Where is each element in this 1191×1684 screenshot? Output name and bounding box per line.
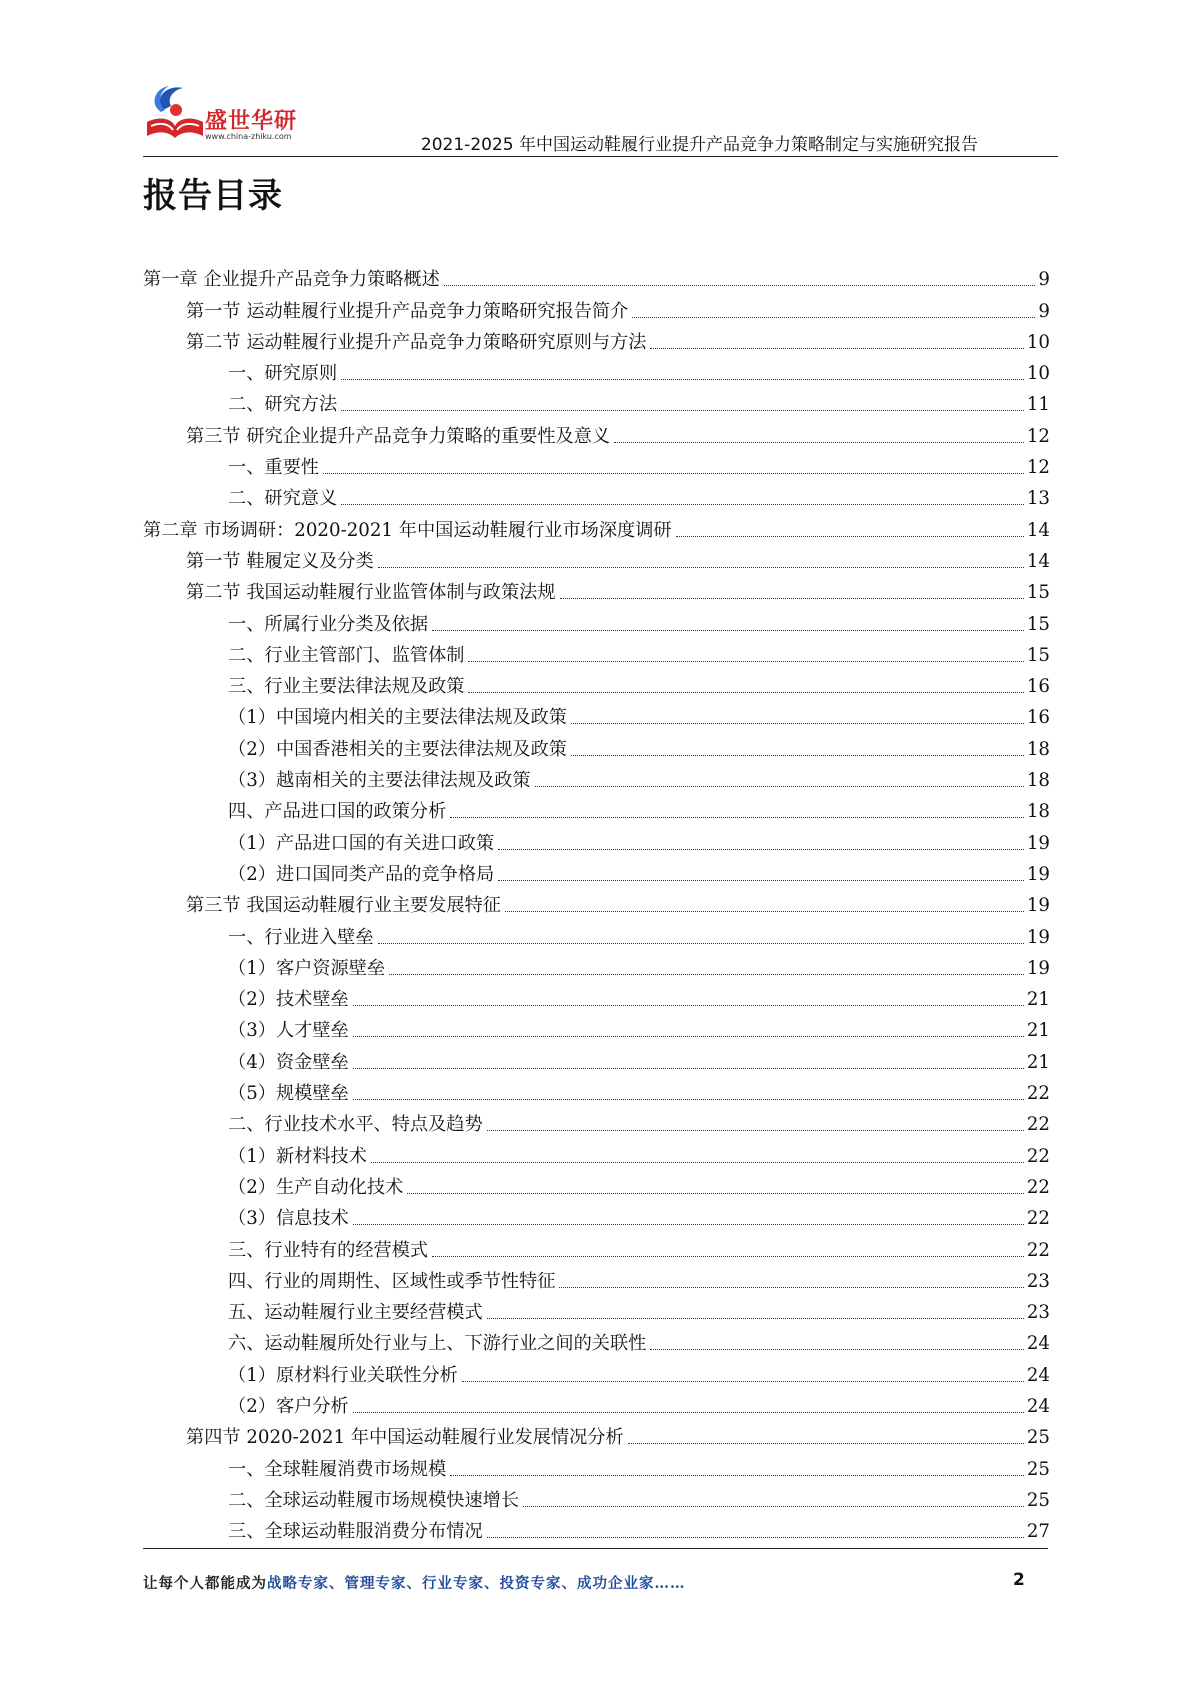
toc-entry-label: （1）中国境内相关的主要法律法规及政策 <box>228 707 567 729</box>
toc-entry[interactable] <box>143 917 1050 948</box>
toc-entry-page: 12 <box>1026 457 1050 479</box>
toc-entry[interactable] <box>143 1355 1050 1386</box>
toc-entry-label: 一、行业进入壁垒 <box>228 926 374 948</box>
toc-entry-label: 一、全球鞋履消费市场规模 <box>228 1458 447 1480</box>
table-of-contents <box>143 260 1050 1543</box>
toc-dot-leader <box>487 1318 1024 1319</box>
toc-entry[interactable] <box>143 698 1050 729</box>
toc-dot-leader <box>353 1224 1024 1225</box>
toc-entry[interactable] <box>143 1011 1050 1042</box>
toc-entry-page: 19 <box>1026 926 1050 948</box>
toc-entry-label: 二、行业技术水平、特点及趋势 <box>228 1114 483 1136</box>
toc-entry-label: （1）新材料技术 <box>228 1145 367 1167</box>
logo-name: 盛世华研 <box>205 109 298 134</box>
toc-entry-page: 15 <box>1026 644 1050 666</box>
toc-entry[interactable] <box>143 260 1050 291</box>
toc-entry[interactable] <box>143 448 1050 479</box>
toc-dot-leader <box>378 943 1024 944</box>
header-divider <box>143 156 1058 157</box>
toc-entry[interactable] <box>143 291 1050 322</box>
toc-entry-page: 13 <box>1026 488 1050 510</box>
toc-entry-page: 24 <box>1026 1395 1050 1417</box>
toc-dot-leader <box>632 317 1035 318</box>
toc-entry-page: 21 <box>1026 1020 1050 1042</box>
toc-entry[interactable] <box>143 1105 1050 1136</box>
toc-entry-label: 一、研究原则 <box>228 363 338 385</box>
toc-dot-leader <box>378 567 1024 568</box>
toc-entry-label: （3）人才壁垒 <box>228 1020 349 1042</box>
toc-entry-label: （2）技术壁垒 <box>228 989 349 1011</box>
logo-url: www.china-zhiku.com <box>205 132 292 141</box>
toc-entry-page: 25 <box>1026 1489 1050 1511</box>
toc-dot-leader <box>559 1287 1023 1288</box>
toc-entry-page: 24 <box>1026 1364 1050 1386</box>
toc-dot-leader <box>498 849 1024 850</box>
toc-dot-leader <box>353 1099 1024 1100</box>
toc-entry-label: （2）客户分析 <box>228 1395 349 1417</box>
toc-entry-page: 15 <box>1026 582 1050 604</box>
toc-entry-page: 18 <box>1026 801 1050 823</box>
toc-entry[interactable] <box>143 354 1050 385</box>
toc-entry-label: 二、研究方法 <box>228 394 338 416</box>
toc-entry-label: 三、行业特有的经营模式 <box>228 1239 429 1261</box>
toc-entry-label: 第三节 研究企业提升产品竞争力策略的重要性及意义 <box>186 425 611 447</box>
toc-entry-page: 19 <box>1026 895 1050 917</box>
toc-dot-leader <box>450 1475 1024 1476</box>
toc-entry-label: 二、研究意义 <box>228 488 338 510</box>
toc-entry-label: 第二节 我国运动鞋履行业监管体制与政策法规 <box>186 582 556 604</box>
toc-entry[interactable] <box>143 1230 1050 1261</box>
footer-divider <box>143 1548 1048 1549</box>
toc-entry[interactable] <box>143 1042 1050 1073</box>
toc-entry[interactable] <box>143 1168 1050 1199</box>
toc-entry-page: 19 <box>1026 863 1050 885</box>
toc-entry-label: （1）客户资源壁垒 <box>228 957 386 979</box>
toc-entry-page: 18 <box>1026 770 1050 792</box>
toc-entry-label: 三、行业主要法律法规及政策 <box>228 676 465 698</box>
toc-dot-leader <box>341 410 1024 411</box>
toc-entry[interactable] <box>143 510 1050 541</box>
toc-entry-page: 16 <box>1026 676 1050 698</box>
toc-entry-page: 22 <box>1026 1208 1050 1230</box>
toc-entry[interactable] <box>143 1074 1050 1105</box>
toc-entry-page: 22 <box>1026 1114 1050 1136</box>
toc-dot-leader <box>444 285 1036 286</box>
toc-entry-label: 三、全球运动鞋服消费分布情况 <box>228 1521 483 1543</box>
toc-entry[interactable] <box>143 542 1050 573</box>
toc-entry-page: 22 <box>1026 1239 1050 1261</box>
toc-dot-leader <box>523 1506 1024 1507</box>
toc-entry-label: （2）中国香港相关的主要法律法规及政策 <box>228 738 567 760</box>
toc-entry[interactable] <box>143 761 1050 792</box>
toc-entry-label: 一、所属行业分类及依据 <box>228 613 429 635</box>
book-swirl-logo-icon <box>143 82 207 148</box>
toc-entry-label: 二、行业主管部门、监管体制 <box>228 644 465 666</box>
toc-entry-label: 第一节 鞋履定义及分类 <box>186 550 374 572</box>
toc-entry-page: 23 <box>1026 1302 1050 1324</box>
slogan-prefix: 让每个人都能成为 <box>143 1575 267 1592</box>
toc-entry[interactable] <box>143 823 1050 854</box>
toc-dot-leader <box>650 348 1023 349</box>
toc-entry-label: 第一节 运动鞋履行业提升产品竞争力策略研究报告简介 <box>186 300 629 322</box>
toc-entry-label: （4）资金壁垒 <box>228 1051 349 1073</box>
toc-entry[interactable] <box>143 604 1050 635</box>
toc-dot-leader <box>353 1005 1024 1006</box>
toc-entry-page: 22 <box>1026 1083 1050 1105</box>
toc-entry-label: 五、运动鞋履行业主要经营模式 <box>228 1302 483 1324</box>
toc-entry[interactable] <box>143 1418 1050 1449</box>
toc-dot-leader <box>432 630 1024 631</box>
toc-entry[interactable] <box>143 479 1050 510</box>
toc-entry-page: 12 <box>1026 425 1050 447</box>
page-number: 2 <box>1013 1570 1025 1590</box>
toc-dot-leader <box>353 1412 1024 1413</box>
toc-entry-label: 第四节 2020-2021 年中国运动鞋履行业发展情况分析 <box>186 1427 624 1449</box>
toc-dot-leader <box>341 504 1024 505</box>
toc-dot-leader <box>487 1537 1024 1538</box>
toc-entry[interactable] <box>143 1512 1050 1543</box>
toc-entry[interactable] <box>143 573 1050 604</box>
toc-entry-label: （3）越南相关的主要法律法规及政策 <box>228 770 531 792</box>
toc-dot-leader <box>389 974 1024 975</box>
toc-entry-page: 27 <box>1026 1521 1050 1543</box>
toc-entry-page: 9 <box>1038 300 1050 322</box>
toc-entry-label: 第二章 市场调研：2020-2021 年中国运动鞋履行业市场深度调研 <box>143 519 672 541</box>
toc-entry-label: 第三节 我国运动鞋履行业主要发展特征 <box>186 895 501 917</box>
toc-entry[interactable] <box>143 1136 1050 1167</box>
toc-entry-label: （1）原材料行业关联性分析 <box>228 1364 458 1386</box>
toc-dot-leader <box>462 1381 1024 1382</box>
slogan-roles: 战略专家、管理专家、行业专家、投资专家、成功企业家…… <box>267 1575 686 1592</box>
toc-entry[interactable] <box>143 980 1050 1011</box>
toc-entry-page: 10 <box>1026 363 1050 385</box>
toc-entry-page: 23 <box>1026 1270 1050 1292</box>
toc-entry-label: （3）信息技术 <box>228 1208 349 1230</box>
toc-entry[interactable] <box>143 323 1050 354</box>
toc-entry[interactable] <box>143 1199 1050 1230</box>
toc-entry[interactable] <box>143 949 1050 980</box>
toc-entry-label: 四、产品进口国的政策分析 <box>228 801 447 823</box>
toc-entry[interactable] <box>143 729 1050 760</box>
toc-entry[interactable] <box>143 792 1050 823</box>
report-title: 2021-2025 年中国运动鞋履行业提升产品竞争力策略制定与实施研究报告 <box>420 135 978 155</box>
toc-entry-page: 22 <box>1026 1145 1050 1167</box>
toc-entry-page: 18 <box>1026 738 1050 760</box>
toc-entry-label: 二、全球运动鞋履市场规模快速增长 <box>228 1489 520 1511</box>
toc-entry-label: （2）进口国同类产品的竞争格局 <box>228 863 495 885</box>
toc-entry[interactable] <box>143 886 1050 917</box>
toc-entry[interactable] <box>143 1262 1050 1293</box>
toc-dot-leader <box>353 1068 1024 1069</box>
toc-entry-label: （2）生产自动化技术 <box>228 1176 404 1198</box>
toc-entry-page: 25 <box>1026 1458 1050 1480</box>
toc-entry[interactable] <box>143 636 1050 667</box>
toc-entry-label: 第一章 企业提升产品竞争力策略概述 <box>143 269 440 291</box>
toc-entry-label: （1）产品进口国的有关进口政策 <box>228 832 495 854</box>
toc-dot-leader <box>468 661 1023 662</box>
toc-dot-leader <box>505 911 1024 912</box>
toc-entry[interactable] <box>143 667 1050 698</box>
footer-slogan <box>143 1572 686 1593</box>
toc-dot-leader <box>676 536 1024 537</box>
toc-entry-page: 19 <box>1026 957 1050 979</box>
toc-dot-leader <box>468 692 1023 693</box>
toc-entry-page: 10 <box>1026 331 1050 353</box>
toc-entry[interactable] <box>143 416 1050 447</box>
toc-entry-page: 21 <box>1026 1051 1050 1073</box>
toc-dot-leader <box>560 598 1024 599</box>
toc-dot-leader <box>407 1193 1024 1194</box>
toc-entry-page: 21 <box>1026 989 1050 1011</box>
toc-entry[interactable] <box>143 1324 1050 1355</box>
toc-dot-leader <box>650 1349 1024 1350</box>
toc-entry-page: 22 <box>1026 1176 1050 1198</box>
toc-entry-label: 第二节 运动鞋履行业提升产品竞争力策略研究原则与方法 <box>186 331 647 353</box>
toc-dot-leader <box>614 442 1024 443</box>
toc-entry-page: 15 <box>1026 613 1050 635</box>
toc-entry[interactable] <box>143 1387 1050 1418</box>
toc-dot-leader <box>535 786 1024 787</box>
toc-entry[interactable] <box>143 1449 1050 1480</box>
toc-entry-page: 19 <box>1026 832 1050 854</box>
toc-dot-leader <box>341 379 1024 380</box>
toc-entry-page: 16 <box>1026 707 1050 729</box>
toc-entry-page: 14 <box>1026 519 1050 541</box>
toc-entry-label: 四、行业的周期性、区域性或季节性特征 <box>228 1270 556 1292</box>
toc-entry-label: 一、重要性 <box>228 457 319 479</box>
toc-dot-leader <box>571 755 1024 756</box>
toc-dot-leader <box>432 1256 1024 1257</box>
toc-entry-label: （5）规模壁垒 <box>228 1083 349 1105</box>
toc-dot-leader <box>371 1162 1024 1163</box>
toc-entry[interactable] <box>143 1293 1050 1324</box>
toc-dot-leader <box>498 880 1024 881</box>
toc-dot-leader <box>353 1036 1024 1037</box>
toc-entry[interactable] <box>143 1481 1050 1512</box>
toc-dot-leader <box>450 817 1024 818</box>
toc-dot-leader <box>323 473 1024 474</box>
page-header <box>143 82 1058 162</box>
toc-entry[interactable] <box>143 855 1050 886</box>
toc-dot-leader <box>487 1130 1024 1131</box>
toc-entry[interactable] <box>143 385 1050 416</box>
toc-entry-page: 9 <box>1038 269 1050 291</box>
company-logo <box>143 82 313 148</box>
toc-entry-page: 11 <box>1026 394 1050 416</box>
toc-entry-page: 24 <box>1026 1333 1050 1355</box>
toc-dot-leader <box>571 723 1024 724</box>
toc-entry-page: 25 <box>1026 1427 1050 1449</box>
toc-entry-label: 六、运动鞋履所处行业与上、下游行业之间的关联性 <box>228 1333 647 1355</box>
toc-entry-page: 14 <box>1026 550 1050 572</box>
toc-dot-leader <box>628 1443 1024 1444</box>
toc-heading: 报告目录 <box>143 176 283 216</box>
